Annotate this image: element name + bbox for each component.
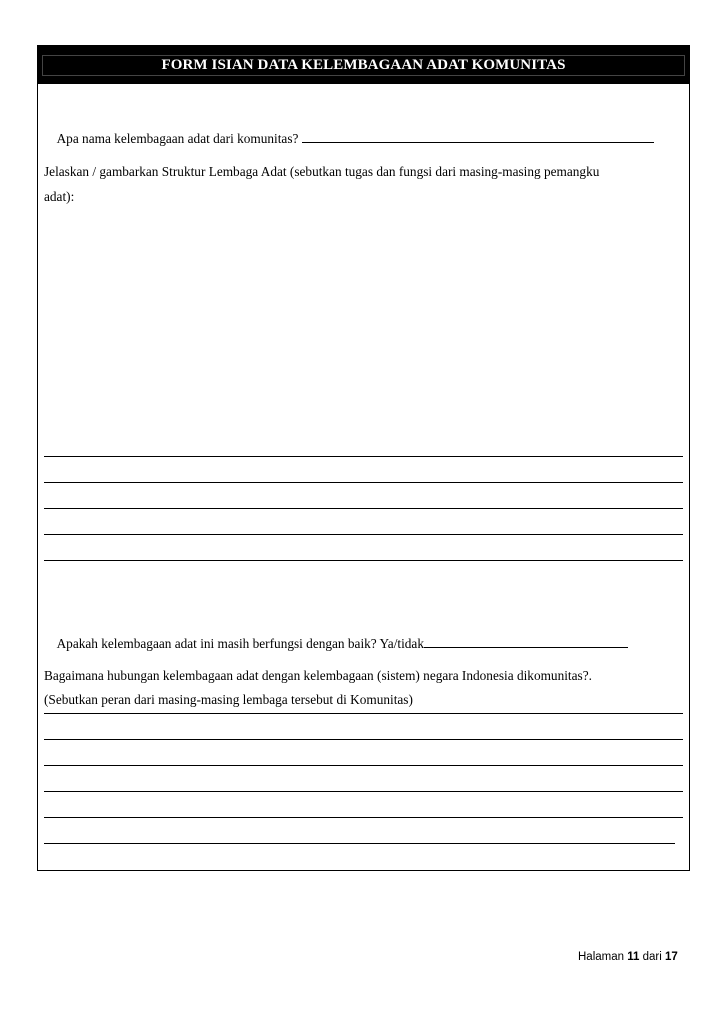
q3-row [44,620,628,668]
q3-answer-field[interactable] [424,636,628,648]
q1-answer-field[interactable] [302,131,654,143]
q4-answer-line-1[interactable] [44,713,683,714]
page-middle: dari [639,951,665,963]
form-box [37,45,690,871]
total-pages: 17 [664,951,678,963]
q2-answer-line-2[interactable] [44,482,683,483]
q3-label: Apakah kelembagaan adat ini masih berfungsi dengan baik? Ya/tidak [56,636,424,651]
q2-label-line2: adat): [44,189,75,204]
q1-row [44,115,654,163]
q1-label: Apa nama kelembagaan adat dari komunitas? [56,131,302,146]
form-header [38,46,689,84]
q2-answer-line-4[interactable] [44,534,683,535]
q2-answer-line-1[interactable] [44,456,683,457]
page-number [578,950,678,964]
q4-answer-line-2[interactable] [44,739,683,740]
q4-answer-line-3[interactable] [44,765,683,766]
q4-label-line1: Bagaimana hubungan kelembagaan adat dengan kelembagaan (sistem) negara Indonesia dikomunitas?. [44,668,592,683]
q2-answer-line-5[interactable] [44,560,683,561]
q4-answer-line-5[interactable] [44,817,683,818]
page-prefix: Halaman [578,951,628,963]
q2-answer-line-3[interactable] [44,508,683,509]
q2-label-line1: Jelaskan / gambarkan Struktur Lembaga Adat (sebutkan tugas dan fungsi dari masing-masing pemangku [44,164,600,179]
q2-drawing-area[interactable] [44,211,682,451]
q4-label-line2: (Sebutkan peran dari masing-masing lembaga tersebut di Komunitas) [44,692,413,707]
current-page: 11 [627,951,640,963]
q4-answer-line-6[interactable] [44,843,675,844]
form-title: FORM ISIAN DATA KELEMBAGAAN ADAT KOMUNITAS [161,57,566,73]
q4-answer-line-4[interactable] [44,791,683,792]
